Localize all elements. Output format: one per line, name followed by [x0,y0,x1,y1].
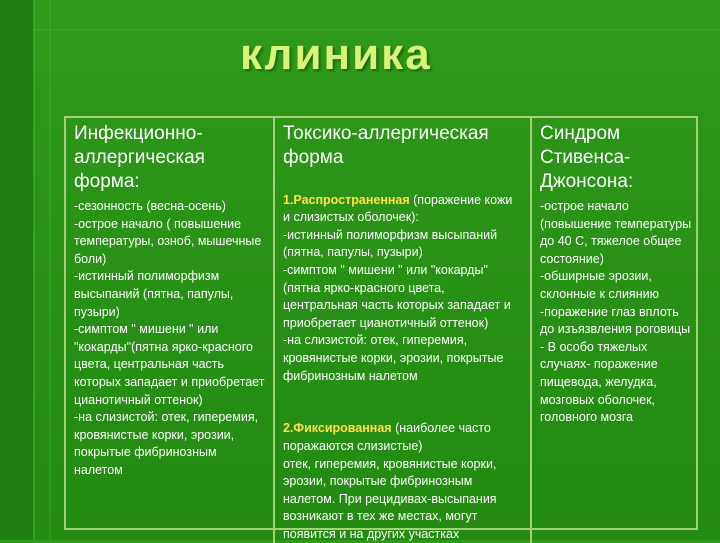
column-heading: Синдром Стивенса- Джонсона: [540,123,634,192]
column-text: -острое начало (повышение температуры до 40 С, тяжелое общее состояние) -обширные эрозии, склонные к слиянию -поражение глаз вплоть до изъязвления роговицы - В особо тяжелых случаях- поражение пищевода, желудка, мозговых оболочек, головного мозга [540,199,692,425]
column-infectious-allergic [66,118,275,543]
column-heading: Токсико-аллергическая форма [283,123,489,168]
slide-title: клиника [240,30,432,79]
subtype-text-2: (наиболее часто поражаются слизистые) отек, гиперемия, кровянистые корки, эрозии, покрытые фибринозным налетом. При рецидивах-высыпания возникают в тех же местах, могут появится и на других участках [283,421,497,541]
column-heading: Инфекционно- аллергическая форма: [74,123,205,192]
subtype-label-2: 2.Фиксированная [283,421,392,436]
column-text [283,174,522,543]
clinical-forms-table [64,116,698,541]
column-text: -сезонность (весна-осень) -острое начало ( повышение температуры, озноб, мышечные боли) -истинный полиморфизм высыпаний (пятна, папулы, пузыри) -симптом " мишени " или "кокарды"(пятна ярко-красного цвета, центральная часть которых западает и приобретает цианотичный оттенок) -на слизистой: отек, гиперемия, кровянистые корки, эрозии, покрытые фибринозным налетом [74,199,265,477]
subtype-text-1: (поражение кожи и слизистых оболочек): -истинный полиморфизм высыпаний (пятна, папулы, пузыри) -симптом " мишени " или "кокарды"(пятна ярко-красного цвета, центральная часть которых западает и приобретает цианотичный оттенок) -на слизистой: отек, гиперемия, кровянистые корки, эрозии, покрытые фибринозным налетом [283,192,513,383]
subtype-label-1: 1.Распространенная [283,192,410,207]
column-stevens-johnson [532,118,700,543]
column-toxic-allergic [275,118,532,543]
